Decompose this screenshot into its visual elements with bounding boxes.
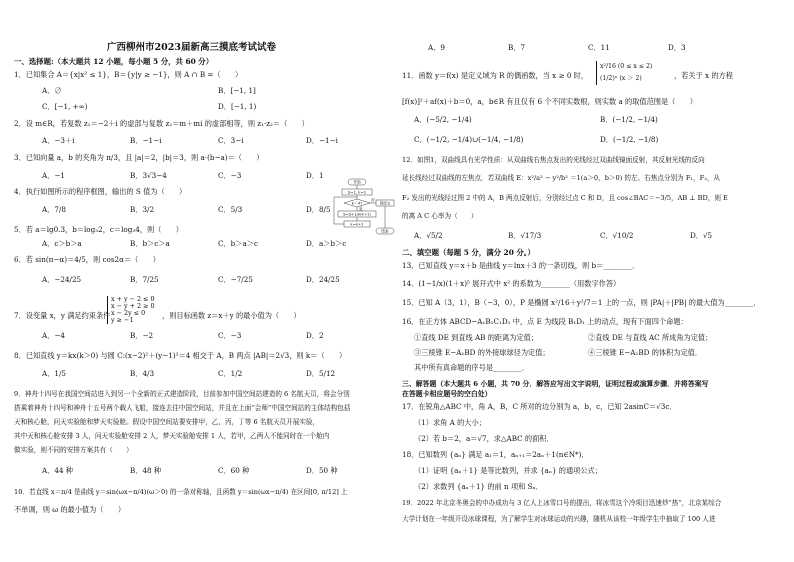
q1-option-b: B．[−1, 1]	[218, 86, 256, 95]
question-18-part-2: （2）求数列 {aₙ＋1} 的前 n 项和 Sₙ．	[414, 482, 543, 491]
right-column	[400, 0, 785, 562]
question-9-line: 搭乘着神舟十四号和神舟十五号两个载人飞船，接连去往中国空间站，并且在上面“会师”中国空间站的主体结构包括	[14, 404, 351, 412]
question-4: 4．执行如图所示的程序框图，输出的 S 值为（ ）	[14, 187, 187, 196]
q11-option-c: C．(−1/2, −1/4)∪(−1/4, −1/8)	[414, 135, 524, 144]
q2-option-c: C．3−i	[218, 136, 244, 145]
question-7-tail: ，则目标函数 z＝x＋y 的最小值为（ ）	[162, 311, 301, 320]
q11-option-d: D．(−1/2, −1/8)	[600, 135, 659, 144]
flow-end-label: 结束	[381, 228, 389, 234]
q11-option-a: A．(−5/2, −1/4)	[414, 115, 472, 124]
q3-option-d: D．1	[306, 171, 324, 180]
question-19-line: 19．2022 年北京冬奥会的申办成功与 3 亿人上冰雪口号的提出，将冰雪这个冷项目迅速炒“热”，北京某综合	[402, 499, 722, 507]
question-12-line: 延长线经过双曲线的左焦点．若双曲线 E：x²/a² − y²/b² ＝1(a＞0，b＞0) 的左、右焦点分别为 F₁，F₂，从	[402, 174, 721, 182]
question-8: 8．已知直线 y＝kx(k＞0) 与圆 C:(x−2)²＋(y−1)²＝4 相交于 A，B 两点 |AB|＝2√3，则 k＝（ ）	[14, 351, 347, 360]
question-9-line: 天和核心舱，问天实验舱和梦天实验舱。假设中国空间站要安排甲，乙，丙，丁等 6 名航天员开展实验，	[14, 418, 320, 426]
q4-option-a: A．7/8	[42, 205, 66, 214]
question-9-line: 其中天和核心舱安排 3 人，问天实验舱安排 2 人，梦天实验舱安排 1 人，若甲，乙两人不能同时在一个舱内	[14, 432, 330, 440]
q5-option-d: D．a＞b＞c	[306, 239, 347, 248]
q8-option-c: C．1/2	[218, 369, 243, 378]
q6-option-d: D．24/25	[306, 275, 340, 284]
q7-constraint: y ≥ −1	[111, 316, 134, 324]
q2-option-b: B．−1−i	[130, 136, 162, 145]
flow-update-k-label: k=k+1	[350, 221, 364, 227]
section-3-heading: 三、解答题（本大题共 6 小题，共 70 分．解答应写出文字说明，证明过程或演算步骤．并将答案写	[402, 380, 709, 388]
question-2: 2．设 m∈R，若复数 z₁＝−2＋i 的虚部与复数 z₂＝m＋mi 的虚部相等，则 z₁·z₂＝（ ）	[14, 119, 309, 128]
question-16: 16．在正方体 ABCD−A₁B₁C₁D₁ 中，点 E 为线段 B₁D₁ 上的动点，现有下面四个命题：	[402, 317, 688, 326]
question-17-part-1: （1）求角 A 的大小；	[414, 418, 486, 427]
q4-option-b: B．3/2	[130, 205, 155, 214]
q2-option-a: A．−3＋i	[42, 136, 75, 145]
q7-constraint: x − y + 2 ≥ 0	[111, 302, 155, 310]
q1-option-a: A．∅	[42, 86, 62, 95]
q5-option-b: B．b＞c＞a	[130, 239, 170, 248]
q10-option-d: D．3	[668, 43, 686, 52]
question-19-line: 大学计划在一年级开设冰球课程，为了解学生对冰球运动的兴趣，随机从该校一年级学生中抽取了 100 人进	[402, 515, 716, 523]
q9-option-c: C．60 种	[218, 466, 250, 475]
q11-piece: (1/2)ˣ (x ＞ 2)	[600, 75, 642, 82]
q5-option-a: A．c＞b＞a	[42, 239, 82, 248]
question-12-line: F₂ 发出的光线经过图 2 中的 A，B 两点反射后，分别经过点 C 和 D，且 cos∠BAC＝−3/5，AB ⊥ BD，则 E	[402, 194, 728, 202]
q8-option-d: D．5/12	[306, 369, 336, 378]
q7-option-d: D．2	[306, 331, 324, 340]
section-1-heading: 一、选择题:（本大题共 12 小题，每小题 5 分，共 60 分）	[14, 57, 214, 66]
q8-option-b: B．4/3	[130, 369, 155, 378]
flow-start-label: 开始	[353, 179, 361, 185]
q3-option-b: B．3√3−4	[130, 171, 167, 180]
q3-option-c: C．−3	[218, 171, 242, 180]
question-12-line: 12．如图1，双曲线具有光学性质：从双曲线右焦点发出的光线经过双曲线镜面反射，其反射光线的反向	[402, 156, 705, 164]
question-15: 15．已知 A（3，1），B（−3，0），P 是椭圆 x²/16＋y²/7＝1 上的一点，则 |PA|＋|PB| 的最大值为________．	[402, 298, 761, 307]
q10-option-a: A．9	[428, 43, 445, 52]
q8-option-a: A．1/5	[42, 369, 66, 378]
question-17: 17．在锐角△ABC 中，角 A，B，C 所对的边分别为 a，b，c，已知 2asinC＝√3c．	[402, 402, 677, 411]
q1-option-c: C．[−1, +∞)	[42, 102, 88, 111]
question-9-line: 做实验，则不同的安排方案共有（ ）	[14, 446, 133, 454]
q7-constraint: x − 2y ≤ 0	[111, 309, 146, 317]
q4-option-d: D．8/5	[306, 205, 331, 214]
question-3: 3．已知向量 a，b 的夹角为 π/3，且 |a|＝2，|b|＝3，则 a·(b−a)＝（ ）	[14, 153, 264, 162]
question-10-line: 不单调，则 ω 的最小值为（ ）	[14, 505, 126, 514]
q10-option-c: C．11	[588, 43, 610, 52]
question-18-part-1: （1）证明 {aₙ＋1} 是等比数列，并求 {aₙ} 的通项公式；	[414, 466, 602, 475]
q6-option-b: B．7/25	[130, 275, 159, 284]
q6-option-c: C．−7/25	[218, 275, 253, 284]
flow-output-label: 输出S	[379, 200, 391, 206]
q9-option-a: A．44 种	[42, 466, 73, 475]
q11-piecewise	[596, 61, 652, 85]
flow-update-s-label: S=S+1/k(k+1)	[343, 211, 371, 217]
q12-option-a: A．√5/2	[414, 231, 443, 240]
q1-option-d: D．[−1, 1)	[218, 102, 257, 111]
exam-title: 广西柳州市2023届新高三摸底考试试卷	[107, 42, 276, 53]
section-3-heading-cont: 在答题卡相应题号的空白处）	[402, 390, 492, 398]
question-10-line: 10．若直线 x＝π/4 是曲线 y＝sin(ωx−π/4)(ω＞0) 的一条对称轴，且函数 y＝sin(ωx−π/4) 在区间[0, π/12] 上	[14, 488, 348, 496]
flow-yes-label: 是	[359, 206, 363, 211]
question-11-lead: 11．函数 y＝f(x) 是定义域为 R 的偶函数，当 x ≥ 0 时，	[402, 71, 589, 80]
question-14: 14．(1−1/x)(1＋x)⁵ 展开式中 x² 的系数为________（用数字作答）	[402, 279, 621, 288]
q9-option-d: D．50 种	[306, 466, 338, 475]
q11-piece: x²/16 (0 ≤ x ≤ 2)	[600, 63, 653, 70]
q4-option-c: C．5/3	[218, 205, 243, 214]
question-6: 6．若 sin(π−α)＝4/5，则 cos2α＝（ ）	[14, 255, 160, 264]
q6-option-a: A．−24/25	[42, 275, 82, 284]
question-13: 13．已知直线 y＝x＋b 是曲线 y＝lnx＋3 的一条切线，则 b＝________．	[402, 261, 640, 270]
q16-proposition-3: ③三棱锥 E−A₁BD 的外接球球径为定值；	[414, 348, 550, 357]
q12-option-b: B．√17/3	[508, 231, 542, 240]
flow-condition-label: k＜4?	[351, 200, 363, 206]
question-16-tail: 其中所有真命题的序号是________．	[414, 363, 530, 372]
q10-option-b: B．7	[508, 43, 526, 52]
question-11-line: [f(x)]²＋af(x)＋b＝0，a，b∈R 有且仅有 6 个不同实数根，则实数 a 的取值范围是（ ）	[402, 97, 697, 106]
q16-proposition-4: ④三棱锥 E−A₁BD 的体积为定值．	[588, 348, 703, 357]
flow-no-label: 否	[371, 197, 375, 203]
q12-option-d: D．√5	[690, 231, 713, 240]
q7-option-a: A．−4	[42, 331, 65, 340]
q16-proposition-1: ①直线 DE 到直线 AB 的距离为定值；	[414, 333, 539, 342]
question-12-line: 的离 A C 心率为（ ）	[402, 212, 478, 220]
q7-option-c: C．−3	[218, 331, 242, 340]
q12-option-c: C．√10/2	[600, 231, 634, 240]
question-9-line: 9．神舟十四号在我国空间站进入到另一个全新的正式建造阶段，目前参加中国空间站建造的 6 名航天员，将会分别	[14, 390, 350, 398]
question-1: 1．已知集合 A＝{x|x² ≤ 1}，B＝{y|y ≥ −1}，则 A ∩ B =（ ）	[14, 70, 243, 79]
question-18: 18．已知数列 {aₙ} 满足 a₁＝1，aₙ₊₁＝2aₙ＋1(n∈N*)．	[402, 450, 589, 459]
flow-init-label: S=1, k=1	[347, 189, 367, 195]
program-flowchart	[320, 178, 398, 238]
q7-constraint-system	[107, 296, 155, 324]
q2-option-d: D．−1−i	[306, 136, 338, 145]
q7-constraint: x + y − 2 ≤ 0	[111, 295, 155, 303]
q7-option-b: B．−2	[130, 331, 154, 340]
section-2-heading: 二、填空题（每题 5 分，满分 20 分。）	[402, 248, 535, 257]
q5-option-c: C．b＞a＞c	[218, 239, 258, 248]
q3-option-a: A．−1	[42, 171, 65, 180]
question-11-tail: ，若关于 x 的方程	[674, 71, 733, 80]
question-5: 5．若 a＝lg0.3，b＝log₃2，c＝log₃4，则（ ）	[14, 225, 183, 234]
question-7-lead: 7．设变量 x，y 满足约束条件	[14, 311, 111, 320]
q11-option-b: B．(−1/2, −1/4)	[600, 115, 658, 124]
question-17-part-2: （2）若 b＝2，a＝√7，求△ABC 的面积．	[414, 434, 554, 443]
left-column	[12, 0, 397, 562]
q9-option-b: B．48 种	[130, 466, 162, 475]
q16-proposition-2: ②直线 DE 与直线 AC 所成角为定值；	[588, 333, 713, 342]
